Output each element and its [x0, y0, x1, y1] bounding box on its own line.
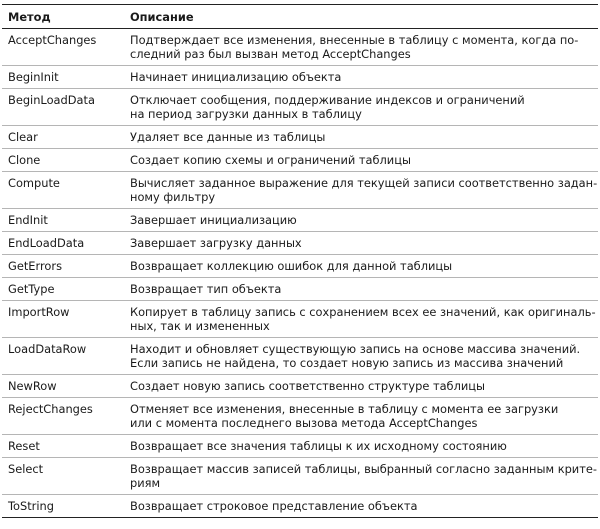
table-header: [2, 5, 598, 29]
description-line: Возвращает коллекцию ошибок для данной таблицы: [130, 259, 453, 273]
description-line: Отключает сообщения, поддерживание индексов и ограничений: [130, 93, 525, 107]
method-description: [124, 66, 598, 89]
method-name: NewRow: [2, 375, 124, 398]
method-name: AcceptChanges: [2, 29, 124, 66]
method-description: [124, 209, 598, 232]
description-line: Отменяет все изменения, внесенные в таблицу с момента ее загрузки: [130, 402, 559, 416]
table-row: [2, 126, 598, 149]
method-description: [124, 255, 598, 278]
method-name: EndLoadData: [2, 232, 124, 255]
description-line: Находит и обновляет существующую запись на основе массива значений.: [130, 342, 581, 356]
method-description: [124, 435, 598, 458]
method-name: Clone: [2, 149, 124, 172]
method-description: [124, 398, 598, 435]
method-description: [124, 126, 598, 149]
table-row: [2, 278, 598, 301]
method-name: BeginLoadData: [2, 89, 124, 126]
method-description: [124, 495, 598, 518]
description-line: Начинает инициализацию объекта: [130, 70, 342, 84]
table-row: [2, 89, 598, 126]
method-name: LoadDataRow: [2, 338, 124, 375]
method-name: Select: [2, 458, 124, 495]
description-line: ному фильтру: [130, 190, 216, 204]
description-line: Возвращает строковое представление объекта: [130, 499, 418, 513]
description-line: следний раз был вызван метод AcceptChanges: [130, 47, 411, 61]
method-name: BeginInit: [2, 66, 124, 89]
description-line: Создает новую запись соответственно структуре таблицы: [130, 379, 486, 393]
table-row: [2, 232, 598, 255]
method-description: [124, 29, 598, 66]
description-line: Возвращает тип объекта: [130, 282, 282, 296]
method-description: [124, 278, 598, 301]
table-row: [2, 435, 598, 458]
table-row: [2, 398, 598, 435]
method-description: [124, 232, 598, 255]
method-description: [124, 149, 598, 172]
method-name: GetErrors: [2, 255, 124, 278]
table-row: [2, 149, 598, 172]
method-description: [124, 338, 598, 375]
method-name: Compute: [2, 172, 124, 209]
description-line: Создает копию схемы и ограничений таблицы: [130, 153, 411, 167]
table-row: [2, 209, 598, 232]
description-line: Завершает загрузку данных: [130, 236, 302, 250]
method-name: ImportRow: [2, 301, 124, 338]
methods-table: [2, 4, 598, 518]
table-row: [2, 172, 598, 209]
table-row: [2, 338, 598, 375]
description-line: Завершает инициализацию: [130, 213, 297, 227]
method-description: [124, 172, 598, 209]
method-name: Clear: [2, 126, 124, 149]
table-body: [2, 29, 598, 518]
method-description: [124, 89, 598, 126]
description-line: или с момента последнего вызова метода AcceptChanges: [130, 416, 478, 430]
table-row: [2, 458, 598, 495]
table-row: [2, 301, 598, 338]
method-name: GetType: [2, 278, 124, 301]
header-description: Описание: [124, 5, 598, 29]
method-name: Reset: [2, 435, 124, 458]
description-line: Вычисляет заданное выражение для текущей записи соответственно задан-: [130, 176, 598, 190]
table-row: [2, 495, 598, 518]
description-line: Копирует в таблицу запись с сохранением всех ее значений, как оригиналь-: [130, 305, 596, 319]
description-line: ных, так и измененных: [130, 319, 270, 333]
table-row: [2, 255, 598, 278]
description-line: Удаляет все данные из таблицы: [130, 130, 326, 144]
table-row: [2, 66, 598, 89]
method-name: EndInit: [2, 209, 124, 232]
method-name: ToString: [2, 495, 124, 518]
description-line: Возвращает массив записей таблицы, выбранный согласно заданным крите-: [130, 462, 597, 476]
description-line: Возвращает все значения таблицы к их исходному состоянию: [130, 439, 507, 453]
description-line: риям: [130, 476, 161, 490]
method-description: [124, 458, 598, 495]
method-name: RejectChanges: [2, 398, 124, 435]
header-row: [2, 5, 598, 29]
method-description: [124, 375, 598, 398]
table-row: [2, 29, 598, 66]
description-line: Если запись не найдена, то создает новую запись из массива значений: [130, 356, 564, 370]
method-description: [124, 301, 598, 338]
table-row: [2, 375, 598, 398]
header-method: Метод: [2, 5, 124, 29]
description-line: Подтверждает все изменения, внесенные в таблицу с момента, когда по-: [130, 33, 579, 47]
methods-table-container: [0, 4, 600, 529]
description-line: на период загрузки данных в таблицу: [130, 107, 362, 121]
